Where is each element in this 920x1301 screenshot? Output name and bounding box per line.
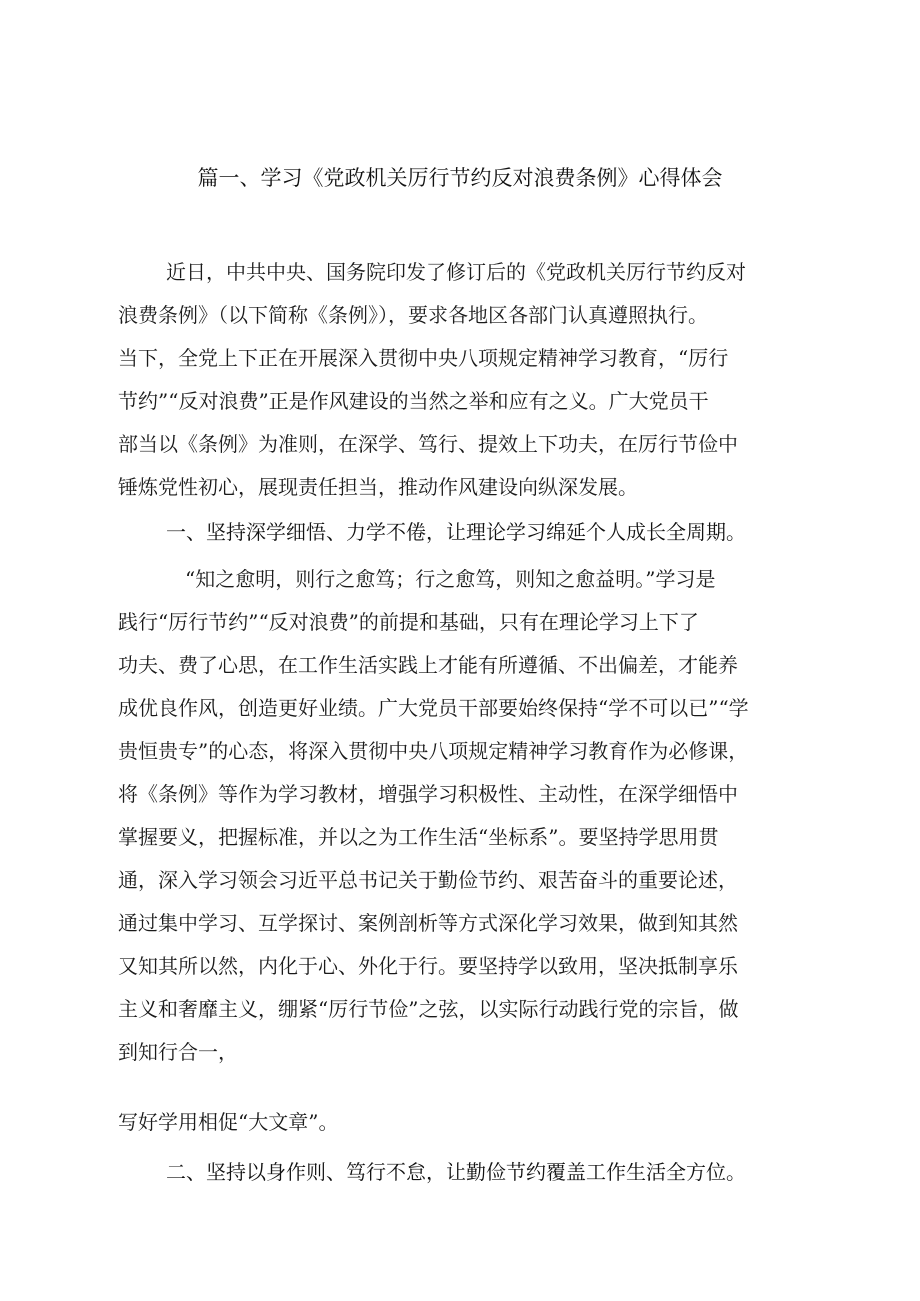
section-1-line-9: 通过集中学习、互学探讨、案例剖析等方式深化学习效果，做到知其然 — [118, 911, 738, 935]
section-1-heading: 一、坚持深学细悟、力学不倦，让理论学习绵延个人成长全周期。 — [166, 520, 746, 544]
section-1-line-5: 贵恒贵专”的心态，将深入贯彻中央八项规定精神学习教育作为必修课， — [118, 739, 749, 763]
section-1-line-4: 成优良作风，创造更好业绩。广大党员干部要始终保持“学不可以已”“学 — [118, 696, 749, 720]
section-1-line-1: “知之愈明，则行之愈笃；行之愈笃，则知之愈益明。”学习是 — [185, 567, 716, 591]
intro-line-1: 近日，中共中央、国务院印发了修订后的《党政机关厉行节约反对 — [166, 260, 746, 284]
document-title: 篇一、学习《党政机关厉行节约反对浪费条例》心得体会 — [197, 166, 723, 190]
intro-line-3: 当下，全党上下正在开展深入贯彻中央八项规定精神学习教育，“厉行 — [118, 346, 729, 370]
section-1-tail: 写好学用相促“大文章”。 — [118, 1110, 339, 1134]
intro-line-4: 节约”“反对浪费”正是作风建设的当然之举和应有之义。广大党员干 — [118, 389, 709, 413]
section-1-line-2: 践行“厉行节约”“反对浪费”的前提和基础，只有在理论学习上下了 — [118, 610, 699, 634]
section-2-heading: 二、坚持以身作则、笃行不怠，让勤俭节约覆盖工作生活全方位。 — [166, 1160, 746, 1184]
section-1-line-10: 又知其所以然，内化于心、外化于行。要坚持学以致用，坚决抵制享乐 — [118, 954, 738, 978]
section-1-line-6: 将《条例》等作为学习教材，增强学习积极性、主动性，在深学细悟中 — [118, 782, 738, 806]
intro-line-6: 锤炼党性初心，展现责任担当，推动作风建设向纵深发展。 — [118, 475, 638, 499]
section-1-line-11: 主义和奢靡主义，绷紧“厉行节俭”之弦，以实际行动践行党的宗旨，做 — [118, 997, 739, 1021]
intro-line-2: 浪费条例》（以下简称《条例》），要求各地区各部门认真遵照执行。 — [118, 303, 708, 327]
intro-line-5: 部当以《条例》为准则，在深学、笃行、提效上下功夫，在厉行节俭中 — [118, 432, 738, 456]
section-1-line-7: 掌握要义，把握标准，并以之为工作生活“坐标系”。要坚持学思用贯 — [118, 825, 719, 849]
section-1-line-8: 通，深入学习领会习近平总书记关于勤俭节约、艰苦奋斗的重要论述， — [118, 868, 738, 892]
section-1-line-12: 到知行合一， — [118, 1040, 238, 1064]
section-1-line-3: 功夫、费了心思，在工作生活实践上才能有所遵循、不出偏差，才能养 — [118, 653, 738, 677]
